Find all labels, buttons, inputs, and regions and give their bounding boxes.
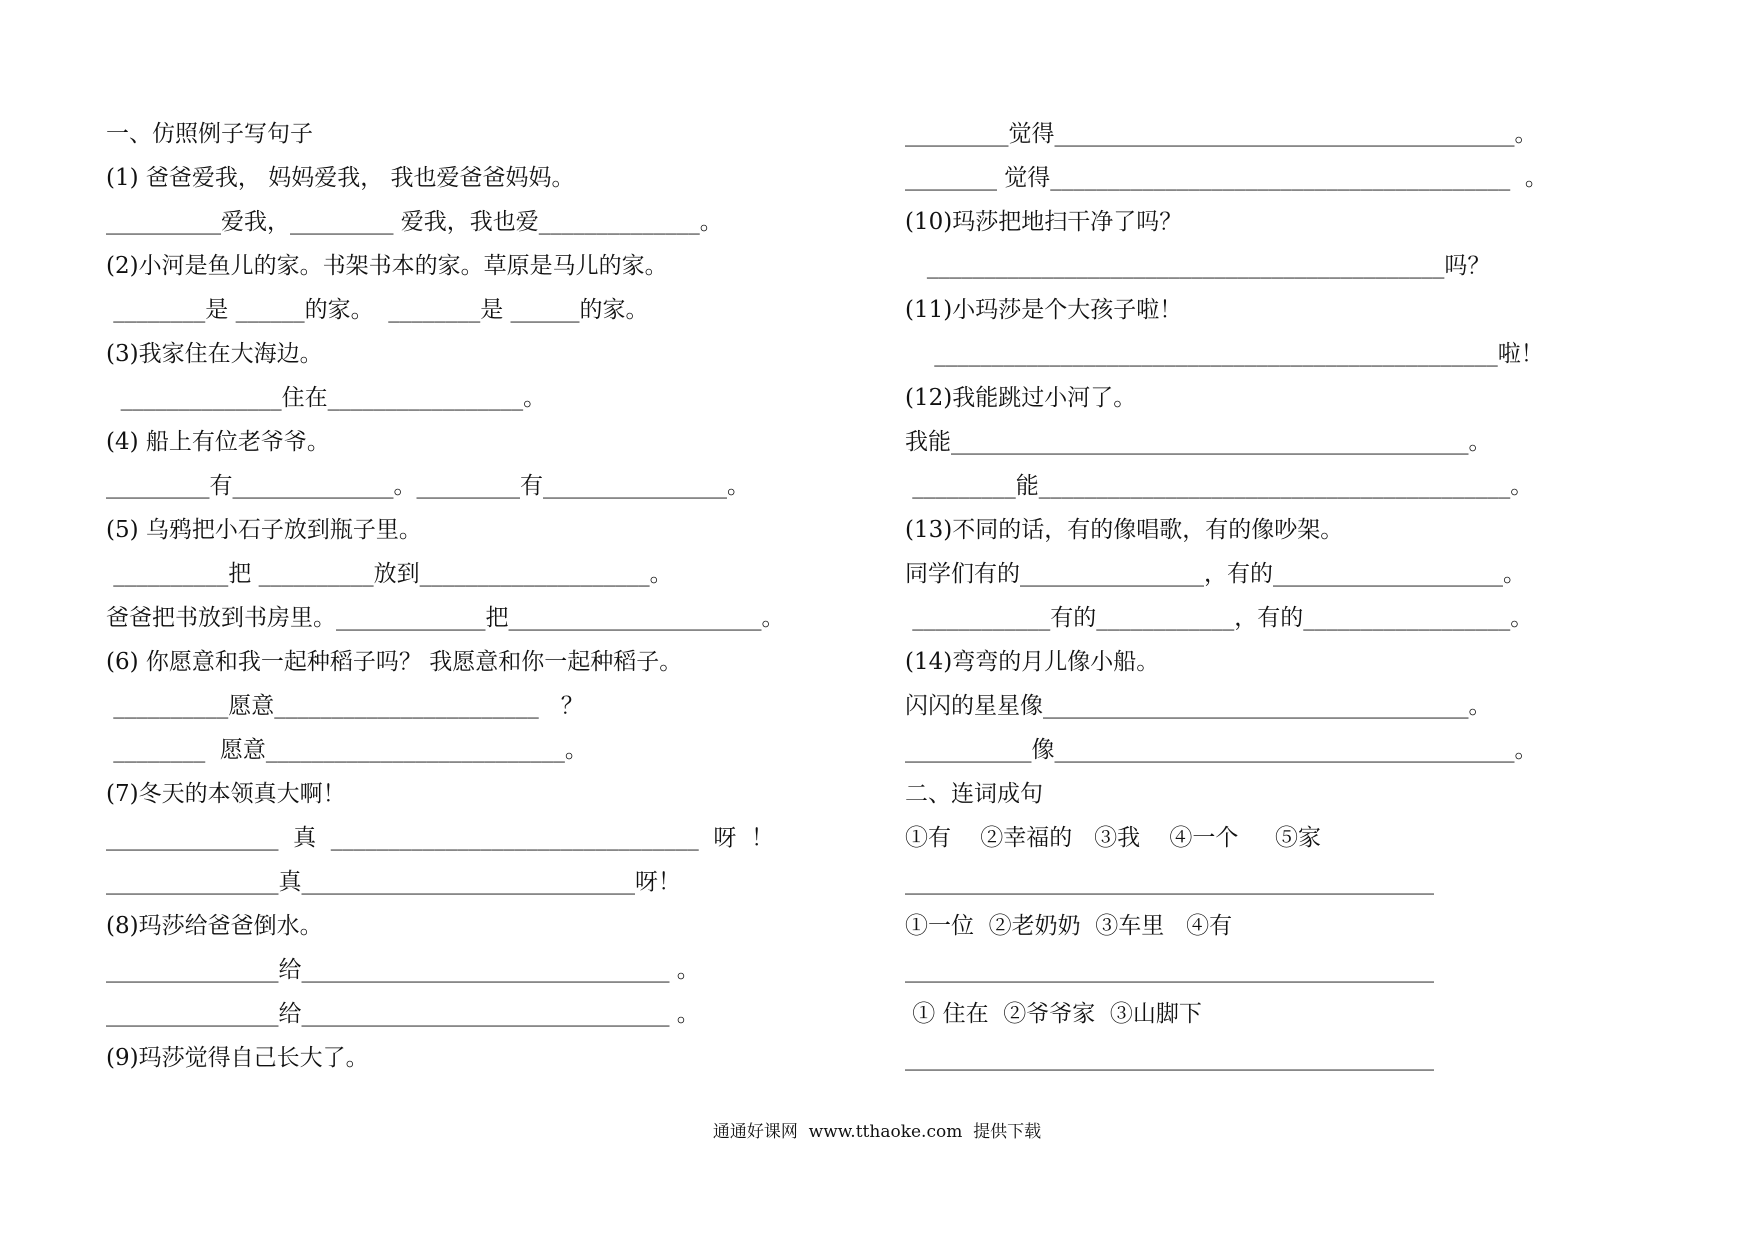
- right-column-line: (12)我能跳过小河了。: [905, 385, 1137, 411]
- right-column-line: 二、连词成句: [905, 781, 1043, 807]
- left-column-line: (4) 船上有位老爷爷。: [106, 429, 330, 455]
- left-column-line: ________是 ______的家。 ________是 ______的家。: [106, 297, 649, 323]
- left-column-line: ______________住在_________________。: [106, 385, 547, 411]
- left-column-line: _______________给________________________________ 。: [106, 1001, 700, 1027]
- left-column-line: (7)冬天的本领真大啊！: [106, 781, 346, 807]
- left-column-line: _______________真_____________________________呀！: [106, 869, 681, 895]
- right-column-line: ______________________________________________: [905, 1045, 1434, 1071]
- right-column: [905, 112, 1625, 1080]
- left-column-line: __________把 __________放到____________________。: [106, 561, 673, 587]
- right-column-line: 同学们有的________________，有的____________________。: [905, 561, 1526, 587]
- right-column-line: (14)弯弯的月儿像小船。: [905, 649, 1160, 675]
- left-column-line: _______________给________________________________ 。: [106, 957, 700, 983]
- left-column-line: (3)我家住在大海边。: [106, 341, 323, 367]
- left-column-line: _______________ 真 ________________________________ 呀 ！: [106, 825, 774, 851]
- right-column-line: _________能_________________________________________。: [905, 473, 1534, 499]
- right-column-line: _____________________________________________吗？: [905, 253, 1491, 279]
- left-column-line: 爸爸把书放到书房里。_____________把______________________。: [106, 605, 785, 631]
- right-column-line: (10)玛莎把地扫干净了吗？: [905, 209, 1183, 235]
- left-column-line: __________愿意_______________________ ？: [106, 693, 584, 719]
- right-column-line: 我能_____________________________________________。: [905, 429, 1492, 455]
- left-column-line: (2)小河是鱼儿的家。书架书本的家。草原是马儿的家。: [106, 253, 668, 279]
- right-column-line: ___________像________________________________________。: [905, 737, 1538, 763]
- left-column-line: _________有______________。_________有________________。: [106, 473, 750, 499]
- right-column-line: ① 住在 ②爷爷家 ③山脚下: [905, 1001, 1202, 1027]
- right-column-line: ______________________________________________: [905, 957, 1434, 983]
- left-column: [106, 112, 866, 1080]
- left-column-line: (9)玛莎觉得自己长大了。: [106, 1045, 369, 1071]
- right-column-line: ①有 ②幸福的 ③我 ④一个 ⑤家: [905, 825, 1321, 851]
- right-column-line: ____________有的____________，有的__________________。: [905, 605, 1534, 631]
- left-column-line: __________爱我，_________ 爱我，我也爱______________。: [106, 209, 723, 235]
- left-column-line: (5) 乌鸦把小石子放到瓶子里。: [106, 517, 422, 543]
- right-column-line: ①一位 ②老奶奶 ③车里 ④有: [905, 913, 1233, 939]
- page-footer: 通通好课网 www.tthaoke.com 提供下载: [712, 1122, 1042, 1142]
- right-column-line: _________觉得________________________________________。: [905, 121, 1538, 147]
- left-column-line: (8)玛莎给爸爸倒水。: [106, 913, 323, 939]
- left-column-line: (6) 你愿意和我一起种稻子吗？ 我愿意和你一起种稻子。: [106, 649, 683, 675]
- right-column-line: ________ 觉得________________________________________ 。: [905, 165, 1548, 191]
- right-column-line: (11)小玛莎是个大孩子啦！: [905, 297, 1183, 323]
- right-column-line: (13)不同的话，有的像唱歌，有的像吵架。: [905, 517, 1344, 543]
- left-column-line: (1) 爸爸爱我， 妈妈爱我， 我也爱爸爸妈妈。: [106, 165, 575, 191]
- left-column-line: ________ 愿意__________________________。: [106, 737, 588, 763]
- right-column-line: 闪闪的星星像_____________________________________。: [905, 693, 1492, 719]
- left-column-line: 一、仿照例子写句子: [106, 121, 313, 147]
- right-column-line: _________________________________________________啦！: [905, 341, 1544, 367]
- right-column-line: ______________________________________________: [905, 869, 1434, 895]
